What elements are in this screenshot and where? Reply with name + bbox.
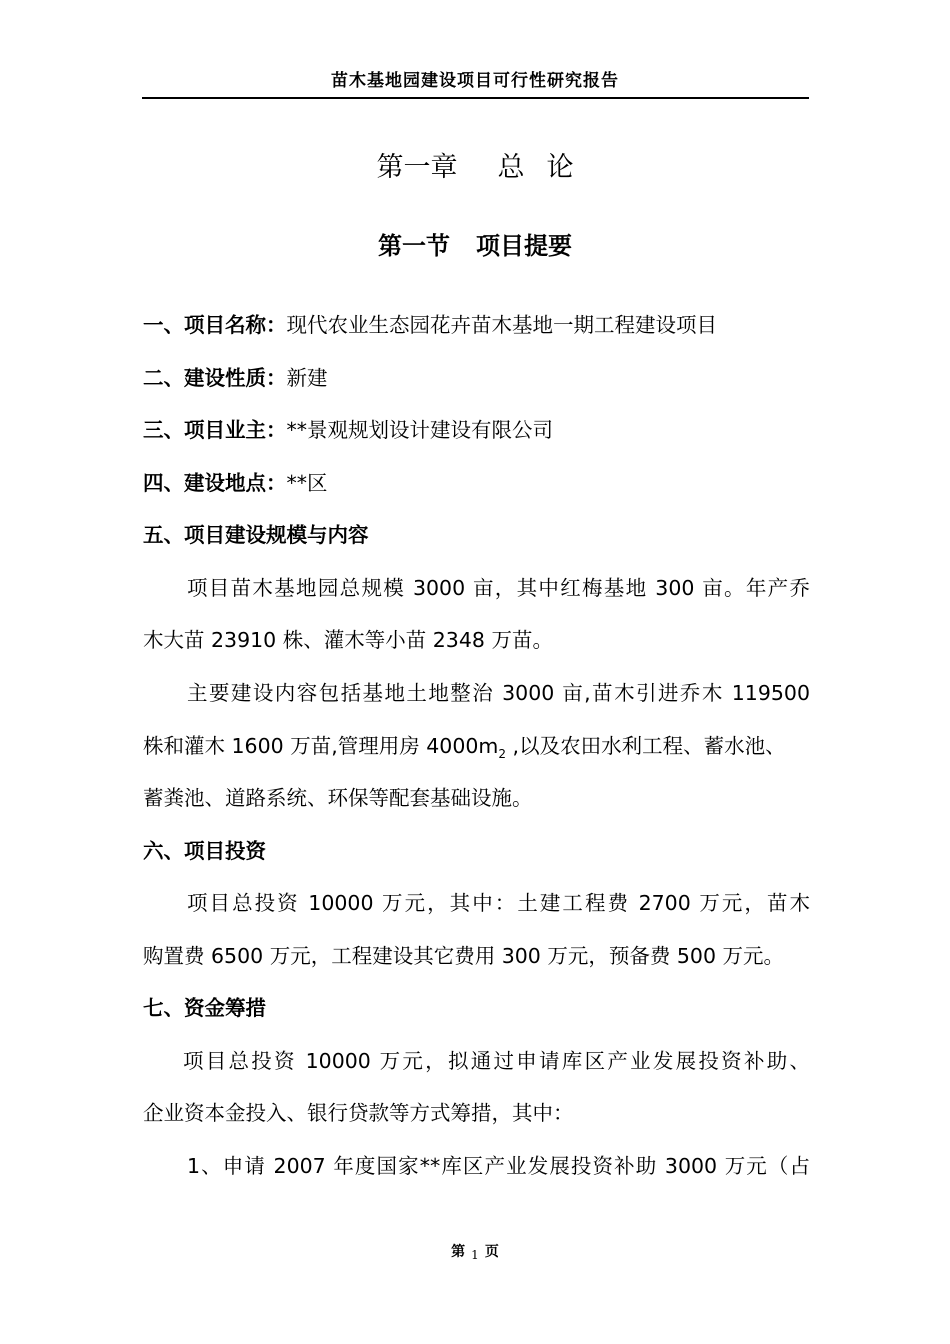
funding-heading: 七、资金筹措	[143, 996, 266, 1020]
scale-paragraph-1-line-2: 木大苗 23910 株、灌木等小苗 2348 万苗。	[143, 628, 553, 652]
item-value: 新建	[286, 366, 328, 390]
header-divider	[142, 97, 809, 99]
scale-paragraph-2-line-3: 蓄粪池、道路系统、环保等配套基础设施。	[143, 786, 533, 810]
item-label: 五、项目建设规模与内容	[143, 523, 369, 547]
section-label: 第一节	[378, 232, 450, 260]
footer-prefix: 第	[451, 1244, 466, 1260]
item-project-owner	[143, 416, 810, 444]
item-construction-site	[143, 469, 810, 497]
page-header-title: 苗木基地园建设项目可行性研究报告	[331, 71, 619, 91]
item-label: 二、建设性质：	[143, 366, 287, 390]
funding-line-2: 企业资本金投入、银行贷款等方式筹措，其中：	[143, 1101, 574, 1125]
item-construction-nature	[143, 364, 810, 392]
scale-paragraph-1-line-1: 项目苗木基地园总规模 3000 亩，其中红梅基地 300 亩。年产乔	[187, 576, 810, 600]
footer-suffix: 页	[484, 1244, 499, 1260]
investment-line-2: 购置费 6500 万元，工程建设其它费用 300 万元，预备费 500 万元。	[143, 944, 785, 968]
chapter-title-2: 论	[546, 152, 574, 183]
text-segment: ,以及农田水利工程、蓄水池、	[506, 734, 786, 758]
page-footer	[0, 1241, 950, 1261]
section-heading	[0, 226, 950, 261]
item-project-name	[143, 311, 810, 339]
section-title: 项目提要	[476, 232, 572, 260]
item-label: 一、项目名称：	[143, 313, 287, 337]
item-label: 四、建设地点：	[143, 471, 287, 495]
item-value: **区	[286, 471, 328, 495]
scale-paragraph-2-line-1: 主要建设内容包括基地土地整治 3000 亩,苗木引进乔木 119500	[187, 681, 810, 705]
item-value: 现代农业生态园花卉苗木基地一期工程建设项目	[286, 313, 717, 337]
chapter-title-1: 总	[497, 152, 525, 183]
chapter-heading	[0, 145, 950, 184]
item-value: **景观规划设计建设有限公司	[286, 418, 553, 442]
investment-heading: 六、项目投资	[143, 839, 266, 863]
investment-line-1: 项目总投资 10000 万元，其中：土建工程费 2700 万元，苗木	[187, 891, 810, 915]
area-unit-subscript: 2	[498, 747, 507, 762]
funding-line-1: 项目总投资 10000 万元，拟通过申请库区产业发展投资补助、	[183, 1049, 810, 1073]
page-number: 1	[471, 1248, 479, 1262]
funding-line-3: 1、申请 2007 年度国家**库区产业发展投资补助 3000 万元（占	[187, 1154, 810, 1178]
chapter-label: 第一章	[376, 152, 458, 183]
text-segment: 株和灌木 1600 万苗,管理用房 4000m	[143, 734, 499, 758]
scale-paragraph-2-line-2	[143, 732, 810, 768]
item-label: 三、项目业主：	[143, 418, 287, 442]
item-scale-heading	[143, 521, 810, 549]
